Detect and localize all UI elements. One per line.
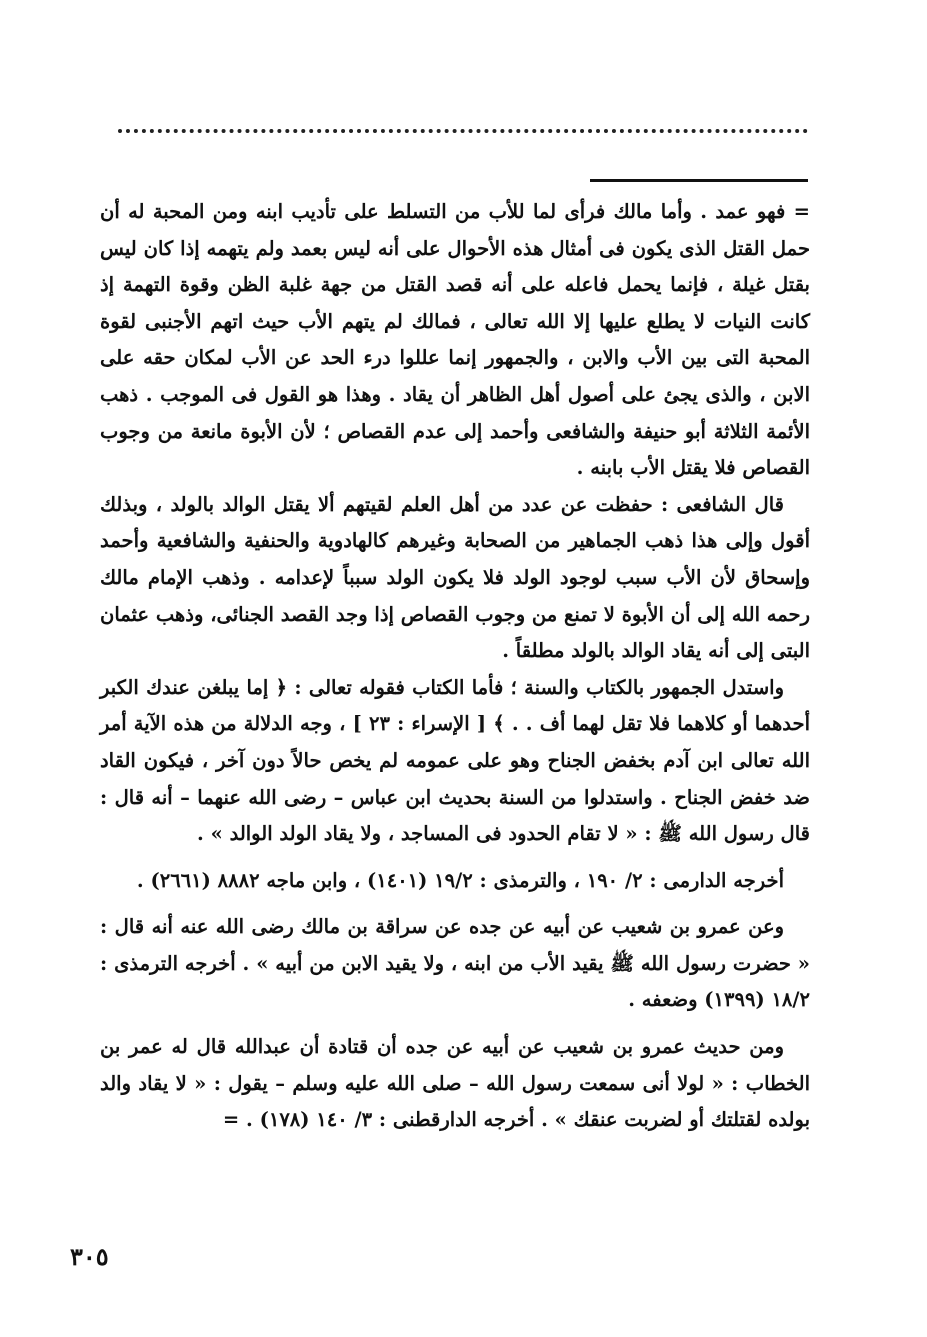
citation-paragraph: أخرجه الدارمى : ٢/ ١٩٠ ، والترمذى : ١٩/٢ (١٤٠١) ، وابن ماجه ٨٨٨٢ (٢٦٦١) . bbox=[136, 868, 784, 892]
footnote-paragraph: = فهو عمد . وأما مالك فرأى لما للأب من التسلط على تأديب ابنه ومن المحبة له أن حمل القتل الذى يكون فى أمثال هذه الأحوال على أنه ليس بعمد ولم يتهمه إذا كان ليس بقتل غيلة ، فإنما يحمل فاعله على أنه قصد القتل من جهة غلبة الظن وقوة التهمة إذ كانت النيات لا يطلع عليها إلا الله تعالى ، فمالك لم يتهم الأب حيث اتهم الأجنبى لقوة المحبة التى بين الأب والابن ، والجمهور إنما عللوا درء الحد عن الأب لمكان حقه على الابن ، والذى يجئ على أصول أهل الظاهر أن يقاد . وهذا هو القول فى الموجب . ذهب الأئمة الثلاثة أبو حنيفة والشافعى وأحمد إلى عدم القصاص ؛ لأن الأبوة مانعة من وجوب القصاص فلا يقتل الأب بابنه . bbox=[100, 200, 810, 480]
page-number: ٣٠٥ bbox=[70, 1242, 109, 1271]
footnote-rule bbox=[590, 179, 808, 182]
footnote-paragraph: قال الشافعى : حفظت عن عدد من أهل العلم لقيتهم ألا يقتل الوالد بالولد ، وبذلك أقول وإلى هذا ذهب الجماهير من الصحابة وغيرهم كالهادوية والحنفية والشافعية وأحمد وإسحاق لأن الأب سبب لوجود الولد فلا يكون الولد سبباً لإعدامه . وذهب الإمام مالك رحمه الله إلى أن الأبوة لا تمنع من وجوب القصاص إذا وجد القصد الجنائى، وذهب عثمان البتى إلى أنه يقاد الوالد بالولد مطلقاً . bbox=[100, 492, 810, 663]
footnote-paragraph: ومن حديث عمرو بن شعيب عن أبيه عن جده أن قتادة أن عبدالله قال له عمر بن الخطاب : « لولا أنى سمعت رسول الله – صلى الله عليه وسلم – يقول : « لا يقاد والد بولده لقتلتك أو لضربت عنقك » . أخرجه الدارقطنى : ٣/ ١٤٠ (١٧٨) . = bbox=[100, 1035, 810, 1132]
footnote-text bbox=[100, 194, 810, 1139]
footnote-paragraph: وعن عمرو بن شعيب عن أبيه عن جده عن سراقة بن مالك رضى الله عنه أنه قال : « حضرت رسول الله ﷺ يقيد الأب من ابنه ، ولا يقيد الابن من أبيه » . أخرجه الترمذى : ١٨/٢ (١٣٩٩) وضعفه . bbox=[100, 915, 810, 1012]
footnote-paragraph: واستدل الجمهور بالكتاب والسنة ؛ فأما الكتاب فقوله تعالى : ﴿ إما يبلغن عندك الكبر أحدهما أو كلاهما فلا تقل لهما أف . . ﴾ [ الإسراء : ٢٣ ] ، وجه الدلالة من هذه الآية أمر الله تعالى ابن آدم بخفض الجناح وهو على عمومه لم يخص حالاً دون آخر ، فيكون القاد ضد خفض الجناح . واستدلوا من السنة بحديث ابن عباس – رضى الله عنهما – أنه قال : قال رسول الله ﷺ : « لا تقام الحدود فى المساجد ، ولا يقاد الولد الوالد » . bbox=[100, 675, 811, 846]
dotted-separator bbox=[118, 129, 808, 133]
